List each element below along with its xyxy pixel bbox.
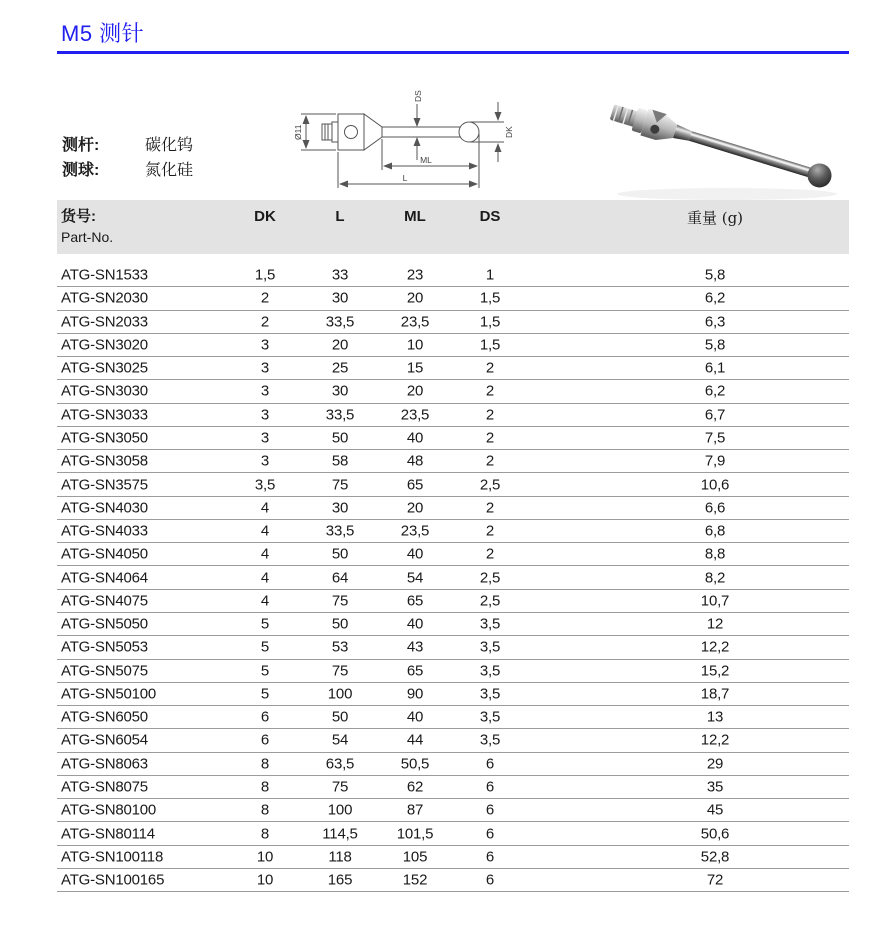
cell-l: 100 [327, 685, 353, 703]
cell-l: 20 [331, 336, 349, 354]
cell-part-no: ATG-SN50100 [61, 685, 157, 703]
cell-weight: 13 [706, 708, 724, 726]
table-row [57, 520, 849, 543]
cell-ds: 2 [485, 429, 495, 447]
cell-weight: 12,2 [700, 731, 730, 749]
cell-ds: 6 [485, 871, 495, 889]
cell-weight: 12,2 [700, 638, 730, 656]
cell-ml: 50,5 [400, 755, 430, 773]
table-row [57, 706, 849, 729]
cell-l: 58 [331, 452, 349, 470]
cell-part-no: ATG-SN80100 [61, 801, 157, 819]
cell-ml: 65 [406, 592, 424, 610]
cell-l: 118 [328, 848, 352, 866]
cell-weight: 18,7 [700, 685, 730, 703]
cell-ds: 2 [485, 406, 495, 424]
cell-part-no: ATG-SN4030 [61, 499, 148, 517]
table-row [57, 799, 849, 822]
table-row [57, 311, 849, 334]
cell-ds: 2 [485, 382, 495, 400]
cell-ml: 40 [406, 615, 424, 633]
cell-l: 25 [331, 359, 349, 377]
cell-dk: 4 [260, 569, 270, 587]
cell-dk: 10 [256, 871, 274, 889]
cell-weight: 10,6 [700, 476, 730, 494]
table-rows [57, 264, 849, 892]
cell-ds: 1 [485, 266, 495, 284]
table-row [57, 729, 849, 752]
cell-dk: 3,5 [254, 476, 276, 494]
cell-ml: 20 [406, 289, 424, 307]
cell-ml: 90 [406, 685, 424, 703]
cell-ml: 105 [402, 848, 428, 866]
cell-ds: 6 [485, 848, 495, 866]
cell-dk: 2 [260, 289, 270, 307]
cell-dk: 3 [260, 406, 270, 424]
table-row [57, 543, 849, 566]
cell-dk: 4 [260, 499, 270, 517]
shaft-value: 碳化钨 [145, 137, 194, 154]
photo-shadow [617, 188, 837, 200]
stylus-dimension-drawing [292, 86, 532, 198]
cell-part-no: ATG-SN6054 [61, 731, 148, 749]
cell-ds: 6 [485, 755, 495, 773]
cell-ds: 2 [485, 522, 495, 540]
dim-label-dk: DK [504, 126, 514, 138]
cell-ds: 3,5 [479, 638, 501, 656]
header-part-no-cn: 货号: [61, 208, 96, 225]
cell-l: 75 [331, 476, 349, 494]
cell-weight: 8,2 [704, 569, 726, 587]
cell-weight: 6,8 [704, 522, 726, 540]
cell-ds: 6 [485, 778, 495, 796]
cell-weight: 29 [706, 755, 724, 773]
dim-label-diameter: Ø11 [293, 124, 303, 140]
cell-part-no: ATG-SN3575 [61, 476, 148, 494]
cell-part-no: ATG-SN80114 [61, 825, 155, 842]
cell-ml: 87 [406, 801, 424, 819]
cell-l: 114,5 [322, 825, 358, 842]
cell-ml: 48 [406, 452, 424, 470]
table-row [57, 380, 849, 403]
cell-part-no: ATG-SN4075 [61, 592, 148, 610]
table-row [57, 683, 849, 706]
cell-ds: 3,5 [479, 685, 501, 703]
header-l: L [335, 208, 345, 225]
cell-ml: 20 [406, 499, 424, 517]
cell-part-no: ATG-SN8075 [61, 778, 148, 796]
cell-weight: 6,2 [704, 382, 726, 400]
cell-weight: 45 [706, 801, 724, 819]
cell-dk: 8 [260, 825, 270, 842]
stylus-table [57, 200, 849, 892]
dim-label-ds: DS [413, 90, 423, 102]
cell-dk: 3 [260, 429, 270, 447]
cell-weight: 6,2 [704, 289, 726, 307]
cell-dk: 10 [256, 848, 274, 866]
cell-l: 30 [331, 499, 349, 517]
cell-ml: 40 [406, 545, 424, 563]
cell-dk: 8 [260, 801, 270, 819]
table-header [57, 200, 849, 254]
cell-l: 75 [331, 662, 349, 680]
cell-part-no: ATG-SN3058 [61, 452, 148, 470]
cell-dk: 4 [260, 592, 270, 610]
cell-ds: 2 [485, 499, 495, 517]
cell-weight: 15,2 [700, 662, 730, 680]
cell-ds: 1,5 [479, 313, 501, 331]
cell-ml: 23,5 [400, 406, 430, 424]
cell-ml: 23,5 [400, 313, 430, 331]
material-specs [62, 131, 193, 181]
cell-part-no: ATG-SN3025 [61, 359, 148, 377]
stylus-product-photo [592, 80, 860, 208]
cell-ds: 1,5 [479, 289, 501, 307]
cell-part-no: ATG-SN100118 [61, 848, 164, 866]
cell-dk: 6 [260, 708, 270, 726]
cell-dk: 6 [260, 731, 270, 749]
cell-l: 33,5 [325, 406, 355, 424]
table-row [57, 753, 849, 776]
cell-ml: 15 [406, 359, 424, 377]
dim-label-ml: ML [420, 155, 432, 165]
cell-ds: 3,5 [479, 615, 501, 633]
cell-part-no: ATG-SN4033 [61, 522, 148, 540]
cell-dk: 2 [260, 313, 270, 331]
cell-ml: 23 [406, 266, 424, 284]
cell-l: 54 [331, 731, 349, 749]
table-row [57, 590, 849, 613]
cell-weight: 6,7 [704, 406, 726, 424]
cell-l: 53 [331, 638, 349, 656]
cell-weight: 12 [706, 615, 724, 633]
cell-ds: 3,5 [479, 731, 501, 749]
cell-weight: 72 [706, 871, 724, 889]
cell-l: 50 [331, 429, 349, 447]
cell-part-no: ATG-SN3030 [61, 382, 148, 400]
cell-weight: 35 [706, 778, 724, 796]
cell-ml: 54 [406, 569, 424, 587]
cell-ds: 6 [485, 825, 495, 842]
cell-weight: 50,6 [700, 825, 730, 842]
dim-label-l: L [402, 173, 408, 183]
table-row [57, 869, 849, 892]
cell-part-no: ATG-SN3050 [61, 429, 148, 447]
cell-weight: 52,8 [700, 848, 730, 866]
cell-ds: 2,5 [479, 592, 501, 610]
cell-part-no: ATG-SN2033 [61, 313, 148, 331]
cell-dk: 3 [260, 359, 270, 377]
cell-l: 50 [331, 708, 349, 726]
cell-weight: 10,7 [700, 592, 730, 610]
table-row [57, 427, 849, 450]
cell-l: 75 [331, 778, 349, 796]
cell-dk: 8 [260, 755, 270, 773]
spec-shaft [62, 131, 193, 156]
cell-part-no: ATG-SN3020 [61, 336, 148, 354]
cell-l: 100 [327, 801, 353, 819]
table-row [57, 264, 849, 287]
table-row [57, 822, 849, 845]
cell-part-no: ATG-SN5050 [61, 615, 148, 633]
cell-l: 33,5 [325, 522, 355, 540]
table-row [57, 473, 849, 496]
cell-weight: 6,3 [704, 313, 726, 331]
cell-ml: 65 [406, 662, 424, 680]
cell-ml: 62 [406, 778, 424, 796]
table-row [57, 776, 849, 799]
cell-ds: 6 [485, 801, 495, 819]
cell-dk: 5 [260, 662, 270, 680]
cell-dk: 3 [260, 452, 270, 470]
cell-part-no: ATG-SN5075 [61, 662, 148, 680]
table-row [57, 660, 849, 683]
cell-dk: 1,5 [254, 266, 276, 284]
cell-l: 33 [331, 266, 349, 284]
cell-part-no: ATG-SN8063 [61, 755, 148, 773]
table-row [57, 450, 849, 473]
cell-part-no: ATG-SN100165 [61, 871, 165, 889]
cell-weight: 6,1 [704, 359, 726, 377]
table-row [57, 404, 849, 427]
cell-ml: 40 [406, 429, 424, 447]
header-ds: DS [479, 208, 501, 225]
ball-label: 测球: [62, 162, 100, 179]
cell-weight: 7,5 [704, 429, 726, 447]
header-dk: DK [254, 208, 276, 225]
cell-dk: 4 [260, 522, 270, 540]
cell-part-no: ATG-SN6050 [61, 708, 148, 726]
cell-ds: 2 [485, 452, 495, 470]
table-row [57, 636, 849, 659]
cell-part-no: ATG-SN4064 [61, 569, 148, 587]
cell-l: 63,5 [325, 755, 355, 773]
cell-ml: 44 [406, 731, 424, 749]
cell-ds: 1,5 [479, 336, 501, 354]
cell-dk: 8 [260, 778, 270, 796]
cell-part-no: ATG-SN5053 [61, 638, 148, 656]
cell-dk: 3 [260, 336, 270, 354]
cell-weight: 8,8 [704, 545, 726, 563]
header-ml: ML [404, 208, 426, 225]
cell-dk: 5 [260, 638, 270, 656]
spec-ball [62, 156, 193, 181]
cell-ml: 10 [406, 336, 424, 354]
cell-ds: 3,5 [479, 708, 501, 726]
table-row [57, 497, 849, 520]
header-weight: 重量 (g) [686, 209, 744, 227]
table-row [57, 566, 849, 589]
cell-l: 30 [331, 289, 349, 307]
cell-ml: 152 [402, 871, 428, 889]
cell-ds: 2 [485, 545, 495, 563]
cell-dk: 3 [260, 382, 270, 400]
ball-value: 氮化硅 [145, 162, 194, 179]
cell-l: 33,5 [325, 313, 355, 331]
cell-weight: 5,8 [704, 336, 726, 354]
cell-ml: 101,5 [396, 825, 434, 842]
cell-part-no: ATG-SN1533 [61, 266, 148, 284]
cell-ds: 2 [485, 359, 495, 377]
cell-ml: 43 [406, 638, 424, 656]
table-row [57, 846, 849, 869]
cell-weight: 5,8 [704, 266, 726, 284]
table-row [57, 613, 849, 636]
cell-ml: 40 [406, 708, 424, 726]
cell-dk: 4 [260, 545, 270, 563]
shaft-label: 测杆: [62, 137, 100, 154]
cell-l: 165 [327, 871, 353, 889]
cell-ml: 20 [406, 382, 424, 400]
cell-l: 64 [331, 569, 349, 587]
cell-weight: 7,9 [704, 452, 726, 470]
cell-l: 50 [331, 615, 349, 633]
cell-part-no: ATG-SN2030 [61, 289, 148, 307]
page-title: M5 测针 [61, 21, 145, 46]
cell-ds: 3,5 [479, 662, 501, 680]
table-row [57, 287, 849, 310]
cell-ds: 2,5 [479, 476, 501, 494]
table-row [57, 357, 849, 380]
cell-l: 50 [331, 545, 349, 563]
cell-ds: 2,5 [479, 569, 501, 587]
cell-l: 30 [331, 382, 349, 400]
title-underline [57, 51, 849, 54]
cell-ml: 65 [406, 476, 424, 494]
cell-part-no: ATG-SN3033 [61, 406, 148, 424]
header-part-no-en: Part-No. [61, 229, 114, 245]
cell-part-no: ATG-SN4050 [61, 545, 148, 563]
cell-l: 75 [331, 592, 349, 610]
cell-dk: 5 [260, 685, 270, 703]
cell-weight: 6,6 [704, 499, 726, 517]
table-row [57, 334, 849, 357]
cell-dk: 5 [260, 615, 270, 633]
cell-ml: 23,5 [400, 522, 430, 540]
